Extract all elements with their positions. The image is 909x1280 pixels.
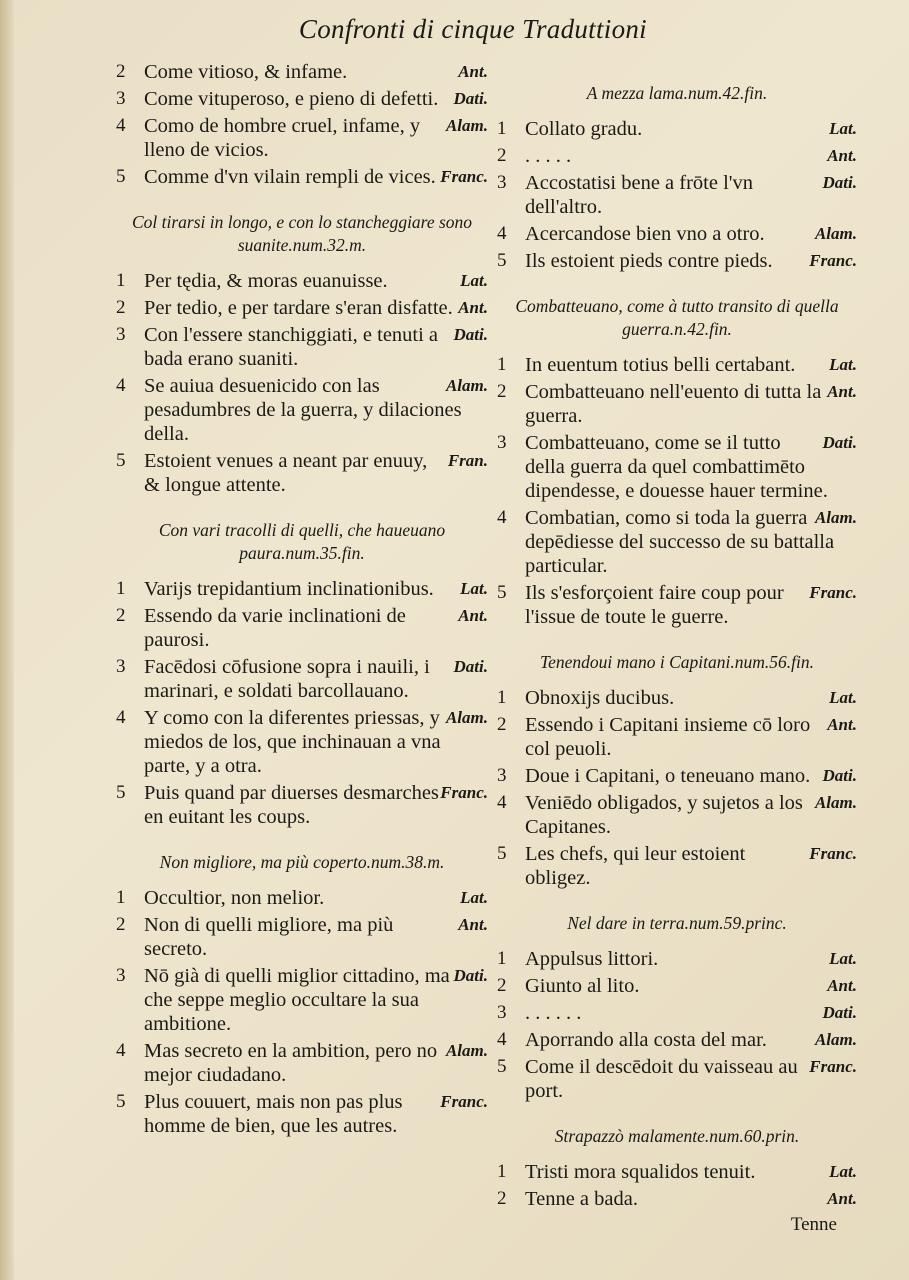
entry-number: 2: [116, 297, 126, 318]
translation-entry: [497, 686, 857, 710]
source-label: Dati.: [453, 325, 488, 344]
entry-text: Obnoxijs ducibus.: [525, 687, 675, 709]
entry-text: Nō già di quelli miglior cittadino, ma che seppe meglio occultare la sua ambitione.: [144, 965, 450, 1035]
entry-text: Mas secreto en la ambition, pero no mejor ciudadano.: [144, 1040, 438, 1086]
translation-entry: [116, 1039, 488, 1087]
entry-number: 3: [497, 1002, 507, 1023]
entry-number: 5: [497, 1056, 507, 1077]
translation-entry: [497, 1028, 857, 1052]
entry-text: Ils s'esforçoient faire coup pour l'issue de toute le guerre.: [525, 582, 784, 628]
source-label: Ant.: [827, 146, 857, 165]
source-label: Dati.: [822, 766, 857, 785]
source-label: Franc.: [809, 251, 857, 270]
source-label: Ant.: [458, 298, 488, 317]
translation-entry: [116, 913, 488, 961]
translation-entry: [116, 655, 488, 703]
page-binding-edge: [0, 0, 14, 1280]
source-label: Dati.: [453, 657, 488, 676]
entry-text: Tristi mora squalidos tenuit.: [525, 1161, 756, 1183]
entry-number: 2: [497, 714, 507, 735]
entry-number: 2: [497, 975, 507, 996]
translation-entry: [497, 1055, 857, 1103]
translation-entry: [497, 249, 857, 273]
source-label: Ant.: [827, 976, 857, 995]
source-label: Franc.: [809, 844, 857, 863]
entry-number: 3: [116, 324, 126, 345]
section-title: Con vari tracolli di quelli, che haueuano paura.num.35.fin.: [158, 520, 446, 563]
entry-number: 4: [497, 1029, 507, 1050]
entry-number: 1: [116, 887, 126, 908]
entry-number: 1: [497, 1161, 507, 1182]
source-label: Alam.: [814, 508, 857, 527]
source-label: Dati.: [822, 433, 857, 452]
section-title: Strapazzò malamente.num.60.prin.: [554, 1126, 800, 1146]
source-label: Dati.: [453, 89, 488, 108]
entry-text: Come il descēdoit du vaisseau au port.: [525, 1056, 798, 1102]
entry-number: 4: [497, 792, 507, 813]
source-label: Franc.: [440, 167, 488, 186]
source-label: Franc.: [809, 1057, 857, 1076]
translation-entry: [497, 506, 857, 578]
entry-text: Puis quand par diuerses desmarches en euitant les coups.: [144, 782, 439, 828]
source-label: Ant.: [458, 62, 488, 81]
source-label: Fran.: [447, 451, 488, 470]
entry-text: Essendo da varie inclinationi de paurosi.: [144, 605, 406, 651]
translation-entry: [497, 974, 857, 998]
translation-entry: [497, 353, 857, 377]
source-label: Franc.: [440, 783, 488, 802]
source-label: Alam.: [445, 1041, 488, 1060]
entry-number: 5: [497, 250, 507, 271]
translation-entry: [497, 947, 857, 971]
entry-number: 5: [497, 582, 507, 603]
translation-entry: [497, 1001, 857, 1025]
source-label: Alam.: [445, 116, 488, 135]
entry-number: 4: [116, 115, 126, 136]
translation-entry: [497, 1187, 857, 1211]
section-title: Col tirarsi in longo, e con lo stancheggiare sono suanite.num.32.m.: [131, 212, 473, 255]
entry-number: 1: [116, 270, 126, 291]
source-label: Ant.: [827, 1189, 857, 1208]
translation-entry: [497, 581, 857, 629]
entry-text: Se auiua desuenicido con las pesadumbres de la guerra, y dilaciones della.: [144, 375, 462, 445]
source-label: Lat.: [460, 271, 488, 290]
entry-number: 4: [116, 1040, 126, 1061]
translation-entry: [497, 713, 857, 761]
source-label: Lat.: [829, 119, 857, 138]
entry-number: 1: [497, 354, 507, 375]
entry-number: 2: [116, 61, 126, 82]
entry-text: Facēdosi cōfusione sopra i nauili, i marinari, e soldati barcollauano.: [144, 656, 430, 702]
entry-text: Ils estoient pieds contre pieds.: [525, 250, 773, 272]
translation-entry: [497, 117, 857, 141]
entry-number: 5: [116, 782, 126, 803]
source-label: Ant.: [827, 382, 857, 401]
entry-text: Como de hombre cruel, infame, y lleno de vicios.: [144, 115, 421, 161]
entry-text: Estoient venues a neant par enuuy, & longue attente.: [144, 450, 428, 496]
entry-number: 1: [497, 118, 507, 139]
translation-entry: [116, 296, 488, 320]
source-label: Ant.: [458, 915, 488, 934]
translation-entry: [116, 87, 488, 111]
translation-entry: [497, 791, 857, 839]
entry-number: 2: [116, 914, 126, 935]
right-column: [497, 60, 857, 1236]
entry-number: 1: [497, 687, 507, 708]
source-label: Lat.: [460, 888, 488, 907]
source-label: Franc.: [440, 1092, 488, 1111]
translation-entry: [116, 886, 488, 910]
translation-entry: [116, 781, 488, 829]
entry-text: Combatteuano, come se il tutto della guerra da quel combattimēto dipendesse, e douesse hauer termine.: [525, 432, 828, 502]
source-label: Ant.: [827, 715, 857, 734]
entry-text: Veniēdo obligados, y sujetos a los Capitanes.: [525, 792, 803, 838]
source-label: Dati.: [822, 173, 857, 192]
left-column: [116, 60, 488, 1141]
translation-entry: [116, 706, 488, 778]
translation-entry: [116, 60, 488, 84]
translation-entry: [116, 165, 488, 189]
source-label: Alam.: [445, 708, 488, 727]
translation-entry: [497, 431, 857, 503]
source-label: Alam.: [445, 376, 488, 395]
section-title: Tenendoui mano i Capitani.num.56.fin.: [539, 652, 815, 672]
entry-text: Per tedio, e per tardare s'eran disfatte.: [144, 297, 453, 319]
entry-number: 3: [497, 765, 507, 786]
entry-text: Come vituperoso, e pieno di defetti.: [144, 88, 439, 110]
entry-text: . . . . . .: [525, 1002, 582, 1024]
entry-number: 3: [116, 965, 126, 986]
entry-number: 1: [497, 948, 507, 969]
section-title: Combatteuano, come à tutto transito di quella guerra.n.42.fin.: [515, 296, 839, 339]
entry-text: Essendo i Capitani insieme cō loro col peuoli.: [525, 714, 811, 760]
entry-text: Combatian, como si toda la guerra depēdiesse del successo de su battalla particular.: [525, 507, 835, 577]
entry-number: 2: [497, 1188, 507, 1209]
entry-number: 3: [116, 656, 126, 677]
entry-text: Collato gradu.: [525, 118, 643, 140]
source-label: Lat.: [460, 579, 488, 598]
entry-text: Varijs trepidantium inclinationibus.: [144, 578, 434, 600]
source-label: Lat.: [829, 688, 857, 707]
entry-text: Comme d'vn vilain rempli de vices.: [144, 166, 436, 188]
entry-text: Les chefs, qui leur estoient obligez.: [525, 843, 746, 889]
translation-entry: [116, 323, 488, 371]
entry-number: 5: [116, 166, 126, 187]
translation-entry: [497, 842, 857, 890]
translation-entry: [116, 114, 488, 162]
source-label: Franc.: [809, 583, 857, 602]
entry-number: 3: [497, 172, 507, 193]
entry-text: Combatteuano nell'euento di tutta la guerra.: [525, 381, 822, 427]
entry-number: 4: [497, 507, 507, 528]
entry-number: 3: [116, 88, 126, 109]
entry-text: Appulsus littori.: [525, 948, 659, 970]
entry-text: Accostatisi bene a frōte l'vn dell'altro.: [525, 172, 753, 218]
section-title: A mezza lama.num.42.fin.: [586, 83, 768, 103]
entry-number: 4: [116, 375, 126, 396]
source-label: Lat.: [829, 1162, 857, 1181]
source-label: Alam.: [814, 224, 857, 243]
entry-number: 2: [497, 145, 507, 166]
entry-text: Occultior, non melior.: [144, 887, 325, 909]
entry-number: 2: [116, 605, 126, 626]
source-label: Ant.: [458, 606, 488, 625]
entry-text: Non di quelli migliore, ma più secreto.: [144, 914, 394, 960]
entry-text: Come vitioso, & infame.: [144, 61, 348, 83]
translation-entry: [497, 144, 857, 168]
entry-number: 4: [116, 707, 126, 728]
section-title: Nel dare in terra.num.59.princ.: [567, 913, 787, 933]
translation-entry: [497, 764, 857, 788]
source-label: Lat.: [829, 355, 857, 374]
entry-number: 5: [116, 450, 126, 471]
entry-text: In euentum totius belli certabant.: [525, 354, 796, 376]
entry-text: Doue i Capitani, o teneuano mano.: [525, 765, 811, 787]
entry-text: Y como con la diferentes priessas, y miedos de los, que inchinauan a vna parte, y a otra.: [144, 707, 441, 777]
entry-text: Aporrando alla costa del mar.: [525, 1029, 767, 1051]
entry-number: 5: [116, 1091, 126, 1112]
translation-entry: [116, 449, 488, 497]
entry-text: Con l'essere stanchiggiati, e tenuti a bada erano suaniti.: [144, 324, 439, 370]
translation-entry: [116, 374, 488, 446]
entry-number: 2: [497, 381, 507, 402]
source-label: Dati.: [822, 1003, 857, 1022]
entry-text: Tenne a bada.: [525, 1188, 638, 1210]
running-title: Confronti di cinque Traduttioni: [298, 14, 647, 44]
entry-number: 4: [497, 223, 507, 244]
entry-text: Plus couuert, mais non pas plus homme de bien, que les autres.: [144, 1091, 403, 1137]
translation-entry: [116, 964, 488, 1036]
entry-text: Giunto al lito.: [525, 975, 640, 997]
source-label: Dati.: [453, 966, 488, 985]
translation-entry: [116, 577, 488, 601]
translation-entry: [116, 269, 488, 293]
translation-entry: [497, 380, 857, 428]
entry-number: 1: [116, 578, 126, 599]
entry-text: Per tędia, & moras euanuisse.: [144, 270, 388, 292]
entry-text: Acercandose bien vno a otro.: [525, 223, 765, 245]
catchword: Tenne: [790, 1214, 837, 1235]
source-label: Alam.: [814, 793, 857, 812]
entry-text: . . . . .: [525, 145, 572, 167]
translation-entry: [116, 604, 488, 652]
entry-number: 3: [497, 432, 507, 453]
translation-entry: [497, 1160, 857, 1184]
translation-entry: [497, 171, 857, 219]
source-label: Alam.: [814, 1030, 857, 1049]
entry-number: 5: [497, 843, 507, 864]
source-label: Lat.: [829, 949, 857, 968]
section-title: Non migliore, ma più coperto.num.38.m.: [159, 852, 445, 872]
translation-entry: [116, 1090, 488, 1138]
translation-entry: [497, 222, 857, 246]
